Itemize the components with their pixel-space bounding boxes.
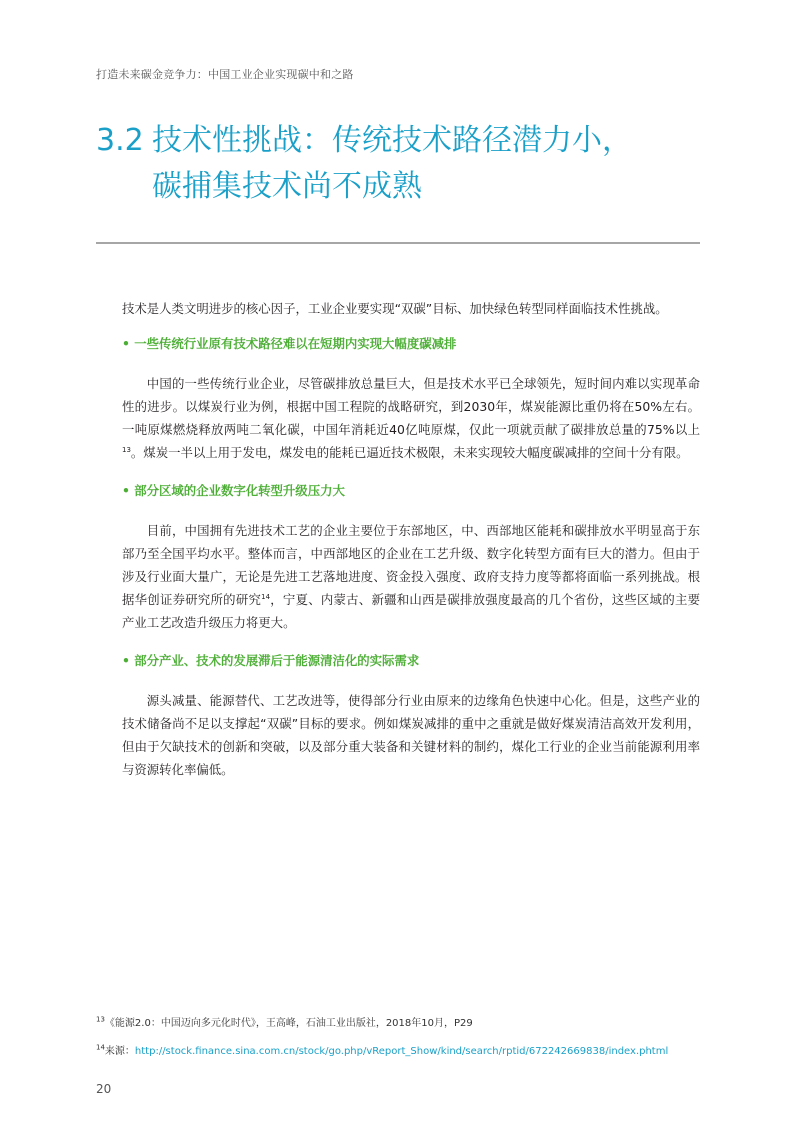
paragraph-text: 中国的一些传统行业企业，尽管碳排放总量巨大，但是技术水平已全球领先，短时间内难以实现革命性的进步。以煤炭行业为例，根据中国工程院的战略研究，到2030年，煤炭能源比重仍将在50%左右。一吨原煤燃烧释放两吨二氧化碳，中国年消耗近40亿吨原煤，仅此一项就贡献了碳排放总量的75%以上 (122, 376, 700, 437)
footnote-13 (96, 1014, 716, 1029)
footnote-text: 《能源2.0：中国迈向多元化时代》，王高峰，石油工业出版社，2018年10月，P29 (104, 1018, 473, 1029)
footnote-14 (96, 1042, 716, 1057)
subsection-paragraph-1 (122, 372, 700, 464)
section-title-line1: 技术性挑战：传统技术路径潜力小， (152, 123, 632, 158)
section-title (96, 118, 716, 210)
footnote-text: 来源： (104, 1046, 135, 1057)
subsection-paragraph-2 (122, 519, 700, 634)
footnotes (96, 1014, 716, 1070)
section-number: 3.2 (96, 123, 144, 158)
paragraph-text: ，宁夏、内蒙古、新疆和山西是碳排放强度最高的几个省份，这些区域的主要产业工艺改造升级压力将更大。 (122, 592, 701, 630)
source-link[interactable]: http://stock.finance.sina.com.cn/stock/go.php/vReport_Show/kind/search/rptid/672242669838/index.phtml (134, 1046, 669, 1057)
footnote-ref-13[interactable]: 13 (122, 445, 131, 454)
footnote-ref-14[interactable]: 14 (261, 592, 271, 601)
body-text (122, 297, 700, 796)
footnote-number: 14 (96, 1043, 105, 1052)
title-divider (96, 242, 700, 244)
paragraph-text: 目前，中国拥有先进技术工艺的企业主要位于东部地区，中、西部地区能耗和碳排放水平明显高于东部乃至全国平均水平。整体而言，中西部地区的企业在工艺升级、数字化转型方面有巨大的潜力。但由于涉及行业面大量广，无论是先进工艺落地进度、资金投入强度、政府支持力度等都将面临一系列挑战。根据华创证券研究所的研究 (122, 523, 700, 607)
intro-paragraph: 技术是人类文明进步的核心因子，工业企业要实现“双碳”目标、加快绿色转型同样面临技术性挑战。 (122, 301, 668, 316)
paragraph-text: 源头减量、能源替代、工艺改进等，使得部分行业由原来的边缘角色快速中心化。但是，这些产业的技术储备尚不足以支撑起“双碳”目标的要求。例如煤炭减排的重中之重就是做好煤炭清洁高效开发利用，但由于欠缺技术的创新和突破，以及部分重大装备和关键材料的制约，煤化工行业的企业当前能源利用率与资源转化率偏低。 (122, 693, 700, 777)
subsection-heading-2: • 部分区域的企业数字化转型升级压力大 (122, 483, 345, 498)
footnote-number: 13 (96, 1015, 105, 1024)
subsection-heading-3: • 部分产业、技术的发展滞后于能源清洁化的实际需求 (122, 653, 420, 668)
section-title-line2: 碳捕集技术尚不成熟 (152, 169, 422, 204)
subsection-heading-1: • 一些传统行业原有技术路径难以在短期内实现大幅度碳减排 (122, 336, 457, 351)
running-header: 打造未来碳金竞争力：中国工业企业实现碳中和之路 (96, 68, 354, 81)
subsection-paragraph-3 (122, 689, 700, 781)
paragraph-text: 。煤炭一半以上用于发电，煤发电的能耗已逼近技术极限，未来实现较大幅度碳减排的空间十分有限。 (130, 445, 689, 460)
page-number: 20 (96, 1082, 112, 1096)
